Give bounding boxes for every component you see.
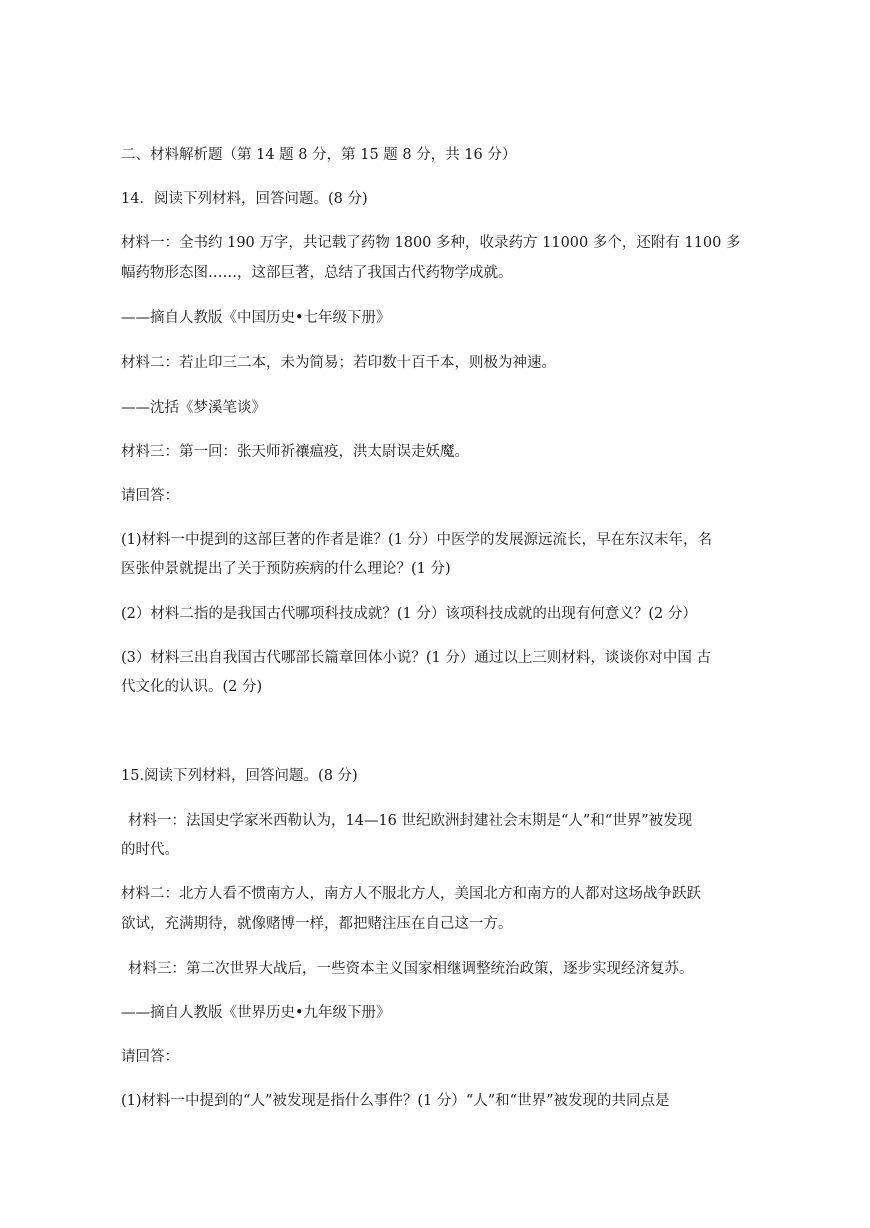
q15-sub1-line-1: (1)材料一中提到的“人”被发现是指什么事件？(1 分）“人”和“世界”被发现的共同点是 (121, 1093, 670, 1109)
q14-sub2: (2）材料二指的是我国古代哪项科技成就？(1 分）该项科技成就的出现有何意义？(2 分） (121, 606, 697, 622)
q14-material-3: 材料三：第一回：张天师祈禳瘟疫，洪太尉误走妖魔。 (121, 444, 469, 460)
q15-source: ——摘自人教版《世界历史•九年级下册》 (121, 1005, 391, 1021)
q14-material-1-line-1: 材料一：全书约 190 万字，共记载了药物 1800 多种，收录药方 11000 多个，还附有 1100 多 (121, 235, 741, 251)
q14-sub1-line-2: 医张仲景就提出了关于预防疾病的什么理论？(1 分) (121, 561, 451, 577)
q15-heading: 15.阅读下列材料，回答问题。(8 分) (121, 768, 358, 784)
q15-ask: 请回答： (121, 1049, 179, 1065)
q14-sub3-line-1: (3）材料三出自我国古代哪部长篇章回体小说？(1 分）通过以上三则材料，谈谈你对中国 古 (121, 650, 711, 666)
q14-heading: 14．阅读下列材料，回答问题。(8 分) (121, 191, 368, 207)
q15-material-1-line-2: 的时代。 (121, 842, 179, 858)
q15-material-2-line-1: 材料二：北方人看不惯南方人，南方人不服北方人，美国北方和南方的人都对这场战争跃跃 (121, 886, 701, 902)
q14-sub3-line-2: 代文化的认识。(2 分) (121, 679, 263, 695)
q14-ask: 请回答： (121, 488, 179, 504)
q15-material-1-line-1: 材料一：法国史学家米西勒认为，14—16 世纪欧洲封建社会末期是“人”和“世界”被发现 (128, 813, 693, 829)
q14-material-2-source: ——沈括《梦溪笔谈》 (121, 400, 266, 416)
q15-material-2-line-2: 欲试，充满期待，就像赌博一样，都把赌注压在自己这一方。 (121, 916, 513, 932)
q15-material-3: 材料三：第二次世界大战后，一些资本主义国家相继调整统治政策，逐步实现经济复苏。 (128, 961, 694, 977)
q14-material-1-line-2: 幅药物形态图……，这部巨著，总结了我国古代药物学成就。 (121, 265, 513, 281)
q14-material-2: 材料二：若止印三二本，未为简易；若印数十百千本，则极为神速。 (121, 355, 556, 371)
q14-sub1-line-1: (1)材料一中提到的这部巨著的作者是谁？(1 分）中医学的发展源远流长，早在东汉末年，名 (121, 532, 713, 548)
section-title: 二、材料解析题（第 14 题 8 分，第 15 题 8 分，共 16 分） (121, 147, 517, 163)
q14-material-1-source: ——摘自人教版《中国历史•七年级下册》 (121, 310, 391, 326)
